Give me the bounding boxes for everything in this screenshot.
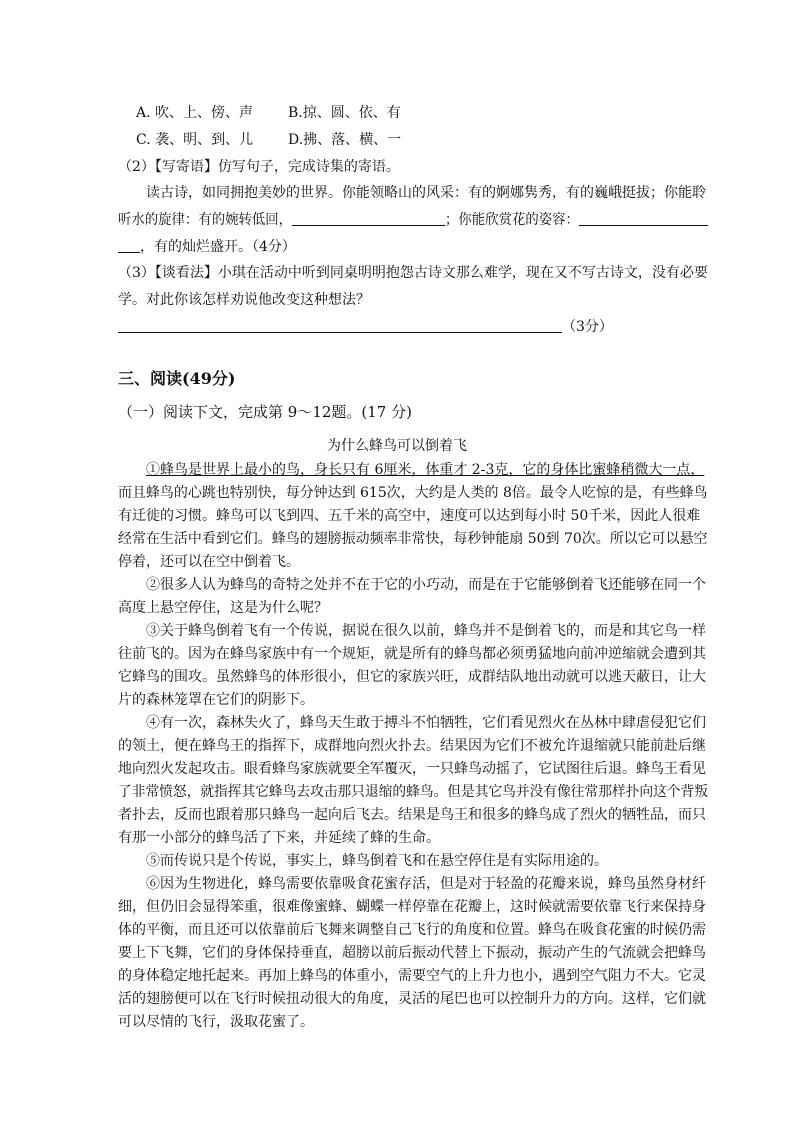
para6-line7: 可以尽情的飞行，汲取花蜜了。 [118,1014,314,1030]
para3-line3: 它蜂鸟的围攻。虽然蜂鸟的体形很小，但它的家族兴旺，成群结队地出动就可以逃天蔽日，让大 [118,669,706,685]
q2-line2a: 听水的旋律：有的婉转低回， [118,212,293,228]
q3-answer-line [118,317,613,337]
para1-line4: 经常在生活中看到它们。蜂鸟的翅膀振动频率非常快，每秒钟能扇 50到 70次。所以它可以悬空 [118,531,708,547]
para2-line1: ②很多人认为蜂鸟的奇特之处并不在于它的小巧动，而是在于它能够倒着飞还能够在同一个 [146,577,706,593]
para6-line4: 要上下飞舞，它们的身体保持垂直，超膀以前后振动代替上下振动，振动产生的气流就会把蜂鸟 [118,945,706,961]
option-c: C. 袭、明、到、儿 [136,132,254,148]
para3-line2: 往前飞的。因为在蜂鸟家族中有一个规矩，就是所有的蜂鸟都必须勇猛地向前冲逆缩就会遭到其 [118,646,706,662]
para3-line1: ③关于蜂鸟倒着飞有一个传说，据说在很久以前，蜂鸟并不是倒着飞的，而是和其它鸟一样 [146,623,706,639]
para4-line1: ④有一次，森林失火了，蜂鸟天生敢于搏斗不怕牺牲，它们看见烈火在丛林中肆虐侵犯它们 [146,715,706,731]
para4-line3: 地向烈火发起攻击。眼看蜂鸟家族就要全军覆灭，一只蜂鸟动摇了，它试图往后退。蜂鸟王看见 [118,761,706,777]
q3-line1: （3）【谈看法】小琪在活动中听到同桌明明抱怨古诗文那么难学，现在又不写古诗文，没有必要 [118,265,708,281]
option-d: D.拂、落、横、一 [288,132,402,148]
q3-score: （3分） [562,319,613,335]
para4-line5: 者扑去，反而也跟着那只蜂鸟一起向后飞去。结果是鸟王和很多的蜂鸟成了烈火的牺牲品，而只 [118,807,706,823]
article-title: 为什么蜂鸟可以倒着飞 [327,438,467,454]
answer-blank[interactable] [579,211,708,226]
para4-line4: 了非常愤怒，就指挥其它蜂鸟去攻击那只退缩的蜂鸟。但是其它鸟并没有像往常那样扑向这个背叛 [118,784,708,800]
answer-blank[interactable] [118,318,562,333]
q2-line1: 读古诗，如同拥抱美妙的世界。你能领略山的风采：有的婀娜隽秀，有的巍峨挺拔；你能聆 [146,185,706,201]
para6-line3: 体的平衡，而且还可以依靠前后飞舞来调整自己飞行的角度和位置。蜂鸟在吸食花蜜的时候仍需 [118,922,706,938]
option-a: A. 吹、上、傍、声 [136,105,254,121]
answer-blank[interactable] [118,238,140,253]
q2-line3 [118,237,296,257]
para3-line4: 片的森林笼罩在它们的阴影下。 [118,692,314,708]
para1-line5: 停着，还可以在空中倒着飞。 [118,554,300,570]
q2-line3-text: ，有的灿烂盛开。（4分） [140,239,296,255]
q2-line2 [118,210,708,230]
para2-line2: 高度上悬空停住，这是为什么呢？ [118,600,328,616]
para1-line3: 有迁徙的习惯。蜂鸟可以飞到四、五千米的高空中，速度可以达到每小时 50千米，因此人很难 [118,508,701,524]
option-b: B.掠、圆、依、有 [288,105,401,121]
section-heading: 三、阅读(49分) [118,369,236,388]
para4-line2: 的领土，便在蜂鸟王的指挥下，成群地向烈火扑去。结果因为它们不被允许退缩就只能前赴后继 [118,738,706,754]
para6-line6: 活的翅膀便可以在飞行时候扭动很大的角度，灵活的尾巴也可以控制升力的方向。这样，它们就 [118,991,706,1007]
q2-label: （2）【写寄语】仿写句子，完成诗集的寄语。 [118,159,400,175]
para5-line1: ⑤而传说只是个传说，事实上，蜂鸟倒着飞和在悬空停住是有实际用途的。 [146,853,608,869]
para6-line1: ⑥因为生物进化，蜂鸟需要依靠吸食花蜜存活，但是对于轻盈的花瓣来说，蜂鸟虽然身材纤 [146,876,706,892]
q3-line2: 学。对此你该怎样劝说他改变这种想法？ [118,292,370,308]
para6-line2: 细，但仍旧会显得笨重，很难像蜜蜂、蝴蝶一样停靠在花瓣上，这时候就需要依靠飞行来保持身 [118,899,706,915]
para4-line6: 有那一小部分的蜂鸟活了下来，并延续了蜂的生命。 [118,830,440,846]
para6-line5: 的身体稳定地托起来。再加上蜂鸟的体重小，需要空气的上升力也小，遇到空气阻力不大。它灵 [118,968,706,984]
section-subheading: （一）阅读下文，完成第 9～12题。(17 分) [118,403,412,421]
q2-line2b: ；你能欣赏花的姿容： [445,212,579,228]
para1-line2: 而且蜂鸟的心跳也特别快，每分钟达到 615次，大约是人类的 8倍。最令人吃惊的是，有些蜂鸟 [118,485,708,501]
para1-line1: ①蜂鸟是世界上最小的鸟，身长只有 6厘米，体重才 2-3克，它的身体比蜜蜂稍微大一点， [146,462,705,478]
answer-blank[interactable] [292,211,445,226]
